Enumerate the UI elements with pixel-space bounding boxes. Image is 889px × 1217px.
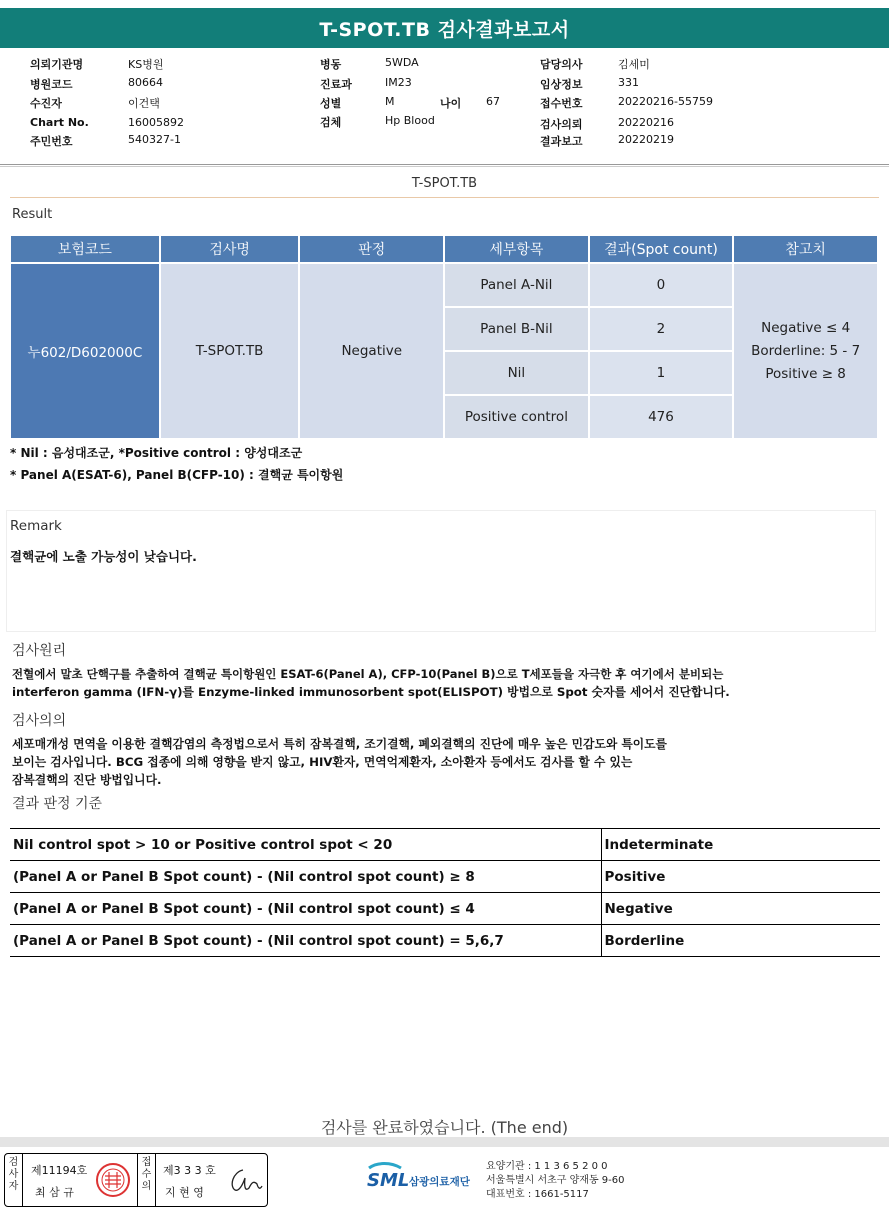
section-underline [10,197,879,198]
criteria-result: Indeterminate [601,829,880,861]
result-table [9,234,879,440]
label-sex: 성별 [320,97,342,110]
principle-text [12,665,884,701]
foundation-name: 삼광의료재단 [409,1176,470,1188]
reference-line: Positive ≥ 8 [765,365,846,382]
value-org: KS병원 [128,58,164,71]
header-reference: 참고치 [734,236,877,262]
remark-label: Remark [10,518,62,534]
label-clinical: 임상정보 [540,78,583,91]
label-dept: 진료과 [320,78,352,91]
sub-item-cell: Panel A-Nil [445,264,588,306]
result-value-cell: 0 [590,264,733,306]
value-ward: 5WDA [385,56,419,69]
label-reg: 주민번호 [30,135,73,148]
institution-info [486,1160,625,1202]
label-hosp-code: 병원코드 [30,78,73,91]
test-name-cell: T-SPOT.TB [161,264,299,438]
table-row [10,893,880,925]
label-age: 나이 [440,97,462,110]
criteria-result: Positive [601,861,880,893]
value-req-date: 20220216 [618,116,674,129]
table-row [11,264,877,306]
result-label: Result [12,207,53,222]
patient-info [30,56,870,156]
institution-line: 요양기관 : 1 1 3 6 5 2 0 0 [486,1161,608,1172]
result-value-cell: 2 [590,308,733,350]
section-title: T-SPOT.TB [411,176,478,191]
table-row [10,829,880,861]
judgement-cell: Negative [300,264,443,438]
table-row [10,861,880,893]
header-test-name: 검사명 [161,236,299,262]
principle-label: 검사원리 [12,643,67,659]
reference-line: Negative ≤ 4 [761,319,851,336]
criteria-table [10,828,880,957]
value-clinical: 331 [618,76,639,89]
examiner-number: 제11194호 [31,1164,88,1177]
criteria-result: Borderline [601,925,880,957]
examiner-label: 검사자 [5,1154,23,1206]
end-text: 검사를 완료하였습니다. (The end) [320,1118,569,1137]
header-insurance-code: 보험코드 [11,236,159,262]
signature-icon [227,1164,263,1198]
result-value-cell: 1 [590,352,733,394]
label-ward: 병동 [320,58,342,71]
institution-line: 서울특별시 서초구 양재동 9-60 [486,1175,625,1186]
sub-item-cell: Nil [445,352,588,394]
label-receipt: 접수번호 [540,97,583,110]
confirmer-name: 지 현 영 [165,1186,204,1199]
label-req-date: 검사의뢰 [540,118,583,131]
confirmer-label: 접수의 [138,1154,156,1206]
institution-line: 대표번호 : 1661-5117 [486,1189,589,1200]
value-reg: 540327-1 [128,133,181,146]
label-org: 의뢰기관명 [30,58,84,71]
value-hosp-code: 80664 [128,76,163,89]
logo-text: SML [367,1170,410,1191]
criteria-result: Negative [601,893,880,925]
seal-icon [95,1162,131,1198]
footnotes [10,442,343,486]
significance-label: 검사의의 [12,713,67,729]
sub-item-cell: Positive control [445,396,588,438]
criteria-condition: (Panel A or Panel B Spot count) - (Nil control spot count) = 5,6,7 [10,925,601,957]
value-age: 67 [486,95,500,108]
footer-divider [0,1137,889,1147]
footnote: * Panel A(ESAT-6), Panel B(CFP-10) : 결핵균 특이항원 [10,468,344,482]
header-judgement: 판정 [300,236,443,262]
value-sex: M [385,95,395,108]
value-specimen: Hp Blood [385,114,435,127]
criteria-condition: Nil control spot > 10 or Positive control spot < 20 [10,829,601,861]
remark-text: 결핵균에 노출 가능성이 낮습니다. [10,549,197,564]
value-dept: IM23 [385,76,412,89]
sml-logo [365,1160,483,1204]
label-chart: Chart No. [30,116,89,129]
reference-cell [734,264,877,438]
sub-item-cell: Panel B-Nil [445,308,588,350]
label-report-date: 결과보고 [540,135,583,148]
value-chart: 16005892 [128,116,184,129]
divider [0,166,889,167]
label-doctor: 담당의사 [540,58,583,71]
remark-box [6,510,876,632]
label-collector: 수진자 [30,97,62,110]
examiner-name: 최 삼 규 [35,1186,74,1199]
result-header-row [11,236,877,262]
significance-line: 보이는 검사입니다. BCG 접종에 의해 영향을 받지 않고, HIV환자, 면역억제환자, 소아환자 등에서도 검사를 할 수 있는 [12,755,633,769]
label-specimen: 검체 [320,116,342,129]
header-sub-item: 세부항목 [445,236,588,262]
criteria-condition: (Panel A or Panel B Spot count) - (Nil control spot count) ≤ 4 [10,893,601,925]
report-title: T-SPOT.TB 검사결과보고서 [0,8,889,48]
insurance-code-cell: 누602/D602000C [11,264,159,438]
header-result: 결과(Spot count) [590,236,733,262]
principle-line: 전혈에서 말초 단핵구를 추출하여 결핵균 특이항원인 ESAT-6(Panel A), CFP-10(Panel B)으로 T세포들을 자극한 후 여기에서 분비되는 [12,667,724,681]
value-report-date: 20220219 [618,133,674,146]
criteria-condition: (Panel A or Panel B Spot count) - (Nil control spot count) ≥ 8 [10,861,601,893]
result-value-cell: 476 [590,396,733,438]
confirmer-number: 제3 3 3 호 [163,1164,216,1177]
principle-line: interferon gamma (IFN-γ)를 Enzyme-linked immunosorbent spot(ELISPOT) 방법으로 Spot 숫자를 세어서 진단합니다. [12,685,730,699]
divider [0,164,889,165]
significance-text [12,735,872,789]
value-collector: 이건택 [128,97,160,110]
value-receipt: 20220216-55759 [618,95,713,108]
value-doctor: 김세미 [618,58,650,71]
table-row [10,925,880,957]
reference-line: Borderline: 5 - 7 [751,342,861,359]
footnote: * Nil : 음성대조군, *Positive control : 양성대조군 [10,446,303,460]
signature-box [4,1153,268,1207]
criteria-label: 결과 판정 기준 [12,796,103,812]
significance-line: 잠복결핵의 진단 방법입니다. [12,773,162,787]
significance-line: 세포매개성 면역을 이용한 결핵감염의 측정법으로서 특히 잠복결핵, 조기결핵, 폐외결핵의 진단에 매우 높은 민감도와 특이도를 [12,737,667,751]
